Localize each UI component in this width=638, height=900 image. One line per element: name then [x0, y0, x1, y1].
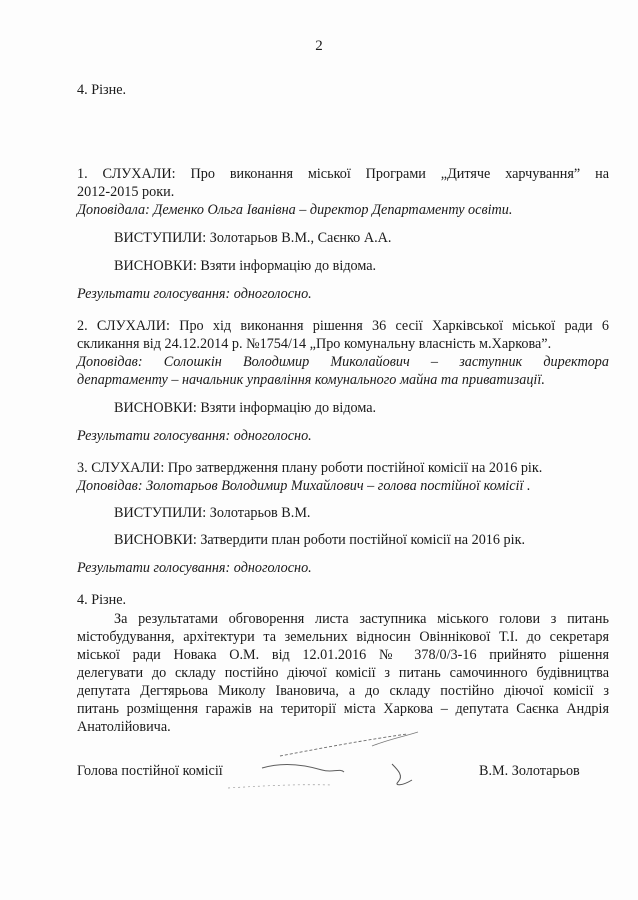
item-2-reporter-line-2: департаменту – начальник управління комунального майна та приватизації.: [77, 372, 545, 388]
item-2-reporter-line-1: Доповідав: Солошкін Володимир Миколайович – заступник директора: [77, 354, 609, 370]
item-3-reporter: Доповідав: Золотарьов Володимир Михайлович – голова постійної комісії .: [77, 478, 531, 494]
item-2-vote: Результати голосування: одноголосно.: [77, 428, 312, 444]
handwritten-signature: [222, 728, 442, 798]
agenda-item-4-heading: 4. Різне.: [77, 82, 127, 98]
item-1-spoke: ВИСТУПИЛИ: Золотарьов В.М., Саєнко А.А.: [114, 230, 392, 246]
item-1-heard-line-2: 2012-2015 роки.: [77, 184, 175, 200]
item-3-spoke: ВИСТУПИЛИ: Золотарьов В.М.: [114, 505, 311, 521]
item-1-reporter: Доповідала: Деменко Ольга Іванівна – директор Департаменту освіти.: [77, 202, 513, 218]
signature-title: Голова постійної комісії: [77, 763, 223, 779]
item-4-paragraph-line: делегувати до складу постійно діючої комісії з питань самочинного будівництва: [77, 665, 609, 681]
item-1-conclusion: ВИСНОВКИ: Взяти інформацію до відома.: [114, 258, 377, 274]
signatory-name: В.М. Золотарьов: [479, 763, 580, 779]
item-3-conclusion: ВИСНОВКИ: Затвердити план роботи постійної комісії на 2016 рік.: [114, 532, 526, 548]
item-4-paragraph-line: депутата Дегтярьова Миколу Івановича, а до складу постійно діючої комісії з: [77, 683, 609, 699]
item-2-conclusion: ВИСНОВКИ: Взяти інформацію до відома.: [114, 400, 377, 416]
item-3-heard-line-1: 3. СЛУХАЛИ: Про затвердження плану роботи постійної комісії на 2016 рік.: [77, 460, 543, 476]
item-2-heard-line-1: 2. СЛУХАЛИ: Про хід виконання рішення 36 сесії Харківської міської ради 6: [77, 318, 609, 334]
item-1-heard-line-1: 1. СЛУХАЛИ: Про виконання міської Програми „Дитяче харчування” на: [77, 166, 609, 182]
item-4-paragraph-line: питань розміщення гаражів на території міста Харкова – депутата Саєнка Андрія: [77, 701, 609, 717]
item-4-paragraph-line: За результатами обговорення листа заступника міського голови з питань: [114, 611, 609, 627]
item-4-paragraph-line: містобудування, архітектури та земельних відносин Овіннікової Т.І. до секретаря: [77, 629, 609, 645]
item-3-vote: Результати голосування: одноголосно.: [77, 560, 312, 576]
page-number: 2: [315, 38, 323, 54]
item-1-vote: Результати голосування: одноголосно.: [77, 286, 312, 302]
item-4-heading: 4. Різне.: [77, 592, 127, 608]
item-2-heard-line-2: скликання від 24.12.2014 р. №1754/14 „Про комунальну власність м.Харкова”.: [77, 336, 552, 352]
item-4-paragraph-line: міської ради Новака О.М. від 12.01.2016 № 378/0/3-16 прийнято рішення: [77, 647, 609, 663]
item-4-paragraph-line: Анатолійовича.: [77, 719, 171, 735]
